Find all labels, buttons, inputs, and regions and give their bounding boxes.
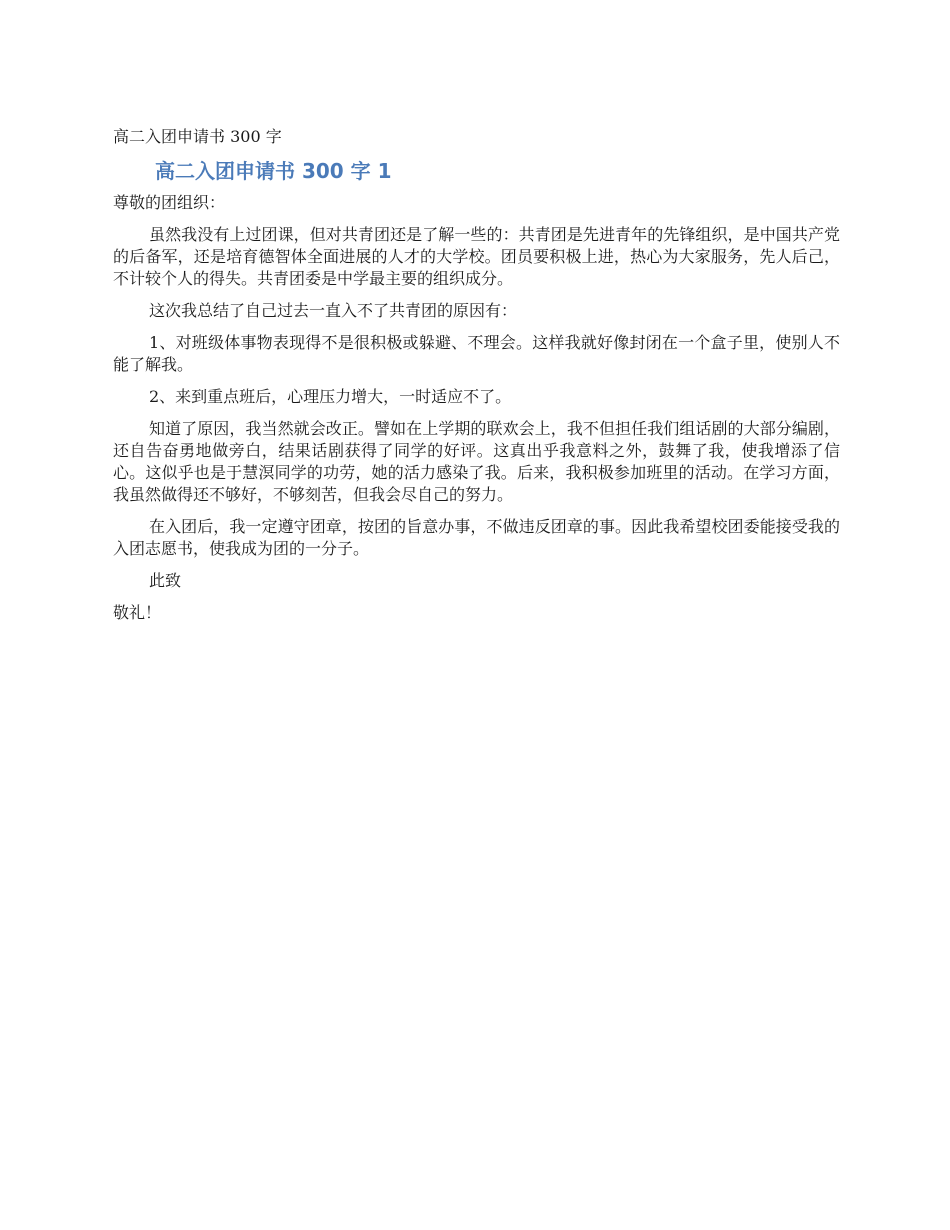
paragraph-reason-1: 1、对班级体事物表现得不是很积极或躲避、不理会。这样我就好像封闭在一个盒子里，使别人不能了解我。 [113,333,840,374]
document-title: 高二入团申请书 300 字 [113,127,282,146]
document-body [113,126,840,624]
paragraph-reasons-intro: 这次我总结了自己过去一直入不了共青团的原因有： [149,301,518,320]
salutation: 尊敬的团组织： [113,193,226,212]
paragraph-commitment: 在入团后，我一定遵守团章，按团的旨意办事，不做违反团章的事。因此我希望校团委能接受我的入团志愿书，使我成为团的一分子。 [113,517,840,558]
paragraph-reason-2: 2、来到重点班后，心理压力增大，一时适应不了。 [149,387,512,406]
section-heading: 高二入团申请书 300 字 1 [155,159,392,183]
paragraph-improvement: 知道了原因，我当然就会改正。譬如在上学期的联欢会上，我不但担任我们组话剧的大部分编剧，还自告奋勇地做旁白，结果话剧获得了同学的好评。这真出乎我意料之外，鼓舞了我，使我增添了信心。这似乎也是于慧溟同学的功劳，她的活力感染了我。后来，我积极参加班里的活动。在学习方面，我虽然做得还不够好，不够刻苦，但我会尽自己的努力。 [113,419,840,504]
closing: 此致 [149,571,182,590]
regards: 敬礼！ [113,603,162,622]
paragraph-understanding: 虽然我没有上过团课，但对共青团还是了解一些的：共青团是先进青年的先锋组织，是中国共产党的后备军，还是培育德智体全面进展的人才的大学校。团员要积极上进，热心为大家服务，先人后己，不计较个人的得失。共青团委是中学最主要的组织成分。 [113,225,840,288]
